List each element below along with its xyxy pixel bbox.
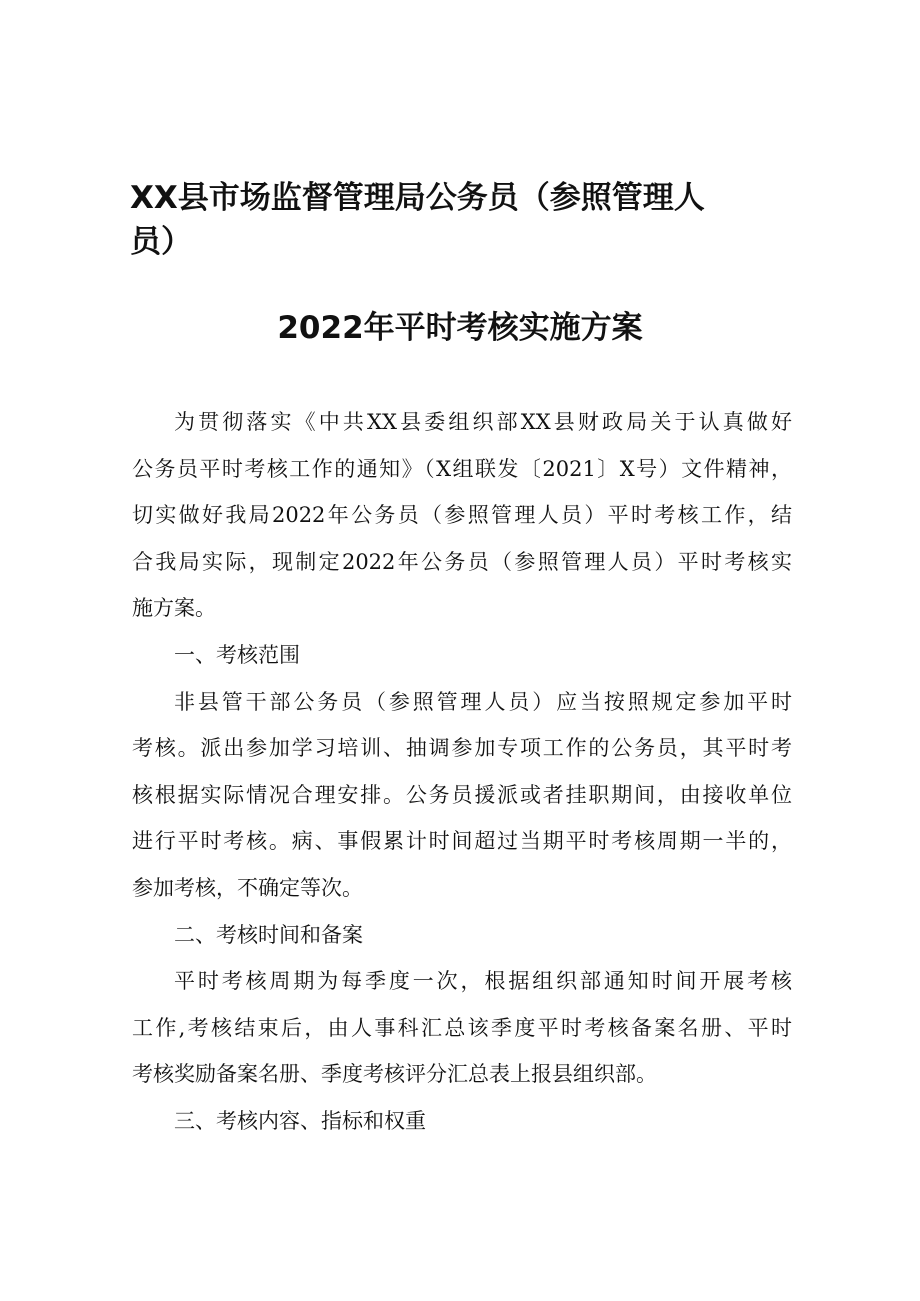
time-line: 工作,考核结束后，由人事科汇总该季度平时考核备案名册、平时 [132,1015,792,1040]
scope-line: 进行平时考核。病、事假累计时间超过当期平时考核周期一半的， [132,829,792,854]
scope-line: 核根据实际情况合理安排。公务员援派或者挂职期间，由接收单位 [132,782,792,807]
section-heading-time [132,912,792,959]
intro-line: 为贯彻落实《中共XX县委组织部XX县财政局关于认真做好 [174,410,792,434]
time-line: 考核奖励备案名册、季度考核评分汇总表上报县组织部。 [132,1062,657,1087]
section-heading-text: 三、考核内容、指标和权重 [174,1108,426,1133]
intro-line: 合我局实际，现制定2022年公务员（参照管理人员）平时考核实 [132,549,792,574]
intro-line: 施方案。 [132,596,216,621]
scope-line: 参加考核，不确定等次。 [132,875,363,900]
document-title-line-2: 员） [130,224,192,260]
document-body [132,399,792,1145]
document-title-line-1: XX县市场监督管理局公务员（参照管理人 [130,180,705,216]
time-paragraph [132,958,792,1098]
document-subtitle: 2022年平时考核实施方案 [277,310,643,346]
intro-paragraph [132,399,792,632]
section-heading-content [132,1098,792,1145]
section-heading-scope [132,632,792,679]
scope-paragraph [132,679,792,912]
scope-line: 考核。派出参加学习培训、抽调参加专项工作的公务员，其平时考 [132,736,792,761]
scope-line: 非县管干部公务员（参照管理人员）应当按照规定参加平时 [174,689,792,714]
intro-line: 公务员平时考核工作的通知》（X组联发〔2021〕X号）文件精神， [132,456,792,481]
section-heading-text: 二、考核时间和备案 [174,922,363,947]
time-line: 平时考核周期为每季度一次，根据组织部通知时间开展考核 [174,969,792,994]
intro-line: 切实做好我局2022年公务员（参照管理人员）平时考核工作，结 [132,503,792,528]
section-heading-text: 一、考核范围 [174,642,300,667]
